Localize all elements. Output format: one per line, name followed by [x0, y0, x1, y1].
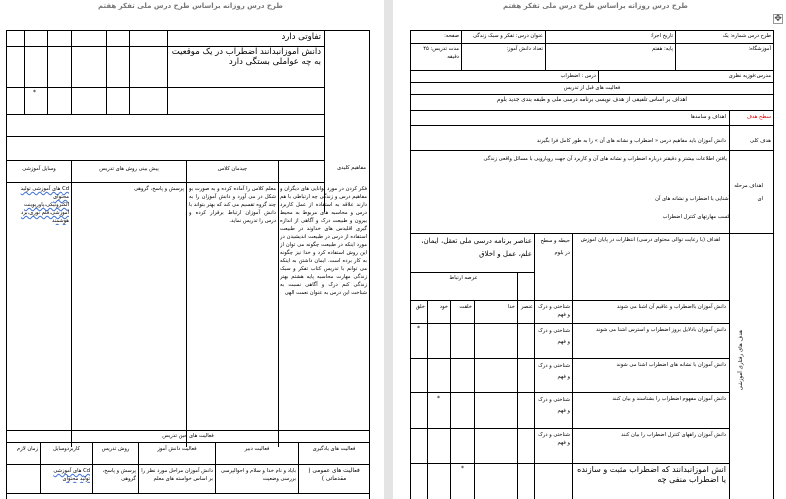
relation-col-god: خدا — [507, 304, 515, 310]
divider — [6, 114, 324, 115]
objective-row: دانش آموزان مفهوم اضطراب را بشناسند و بیان کنند — [612, 396, 726, 402]
divider — [71, 30, 72, 114]
divider — [410, 110, 774, 111]
divider — [6, 87, 324, 88]
class-layout-cell: معلم کلاس را آماده کرده و به صورت یو شکل در می آورد و دانش آموزان را به چند گروه تقسیم می کند که بهتر بتواند با دانش آموزان ارتباط برقرار کرده و درس را تدریس نماید. — [189, 186, 276, 224]
divider — [186, 160, 187, 447]
school-field: آموزشگاه: — [748, 46, 771, 52]
divider — [369, 160, 370, 182]
during-cell: دانش آموزان مراحل مورد نظر را بر اساس خواسته های معلم — [141, 468, 213, 482]
behavioral-goals-label: هدف های رفتاری آموزشی — [738, 330, 744, 391]
divider — [675, 30, 676, 70]
during-header: فعالیت های یادگیری — [312, 446, 356, 452]
during-header: کاربردوسایل — [53, 446, 80, 452]
during-cell: فعالیت های عمومی ( مقدماتی ) — [308, 468, 360, 482]
element-header: عنصر — [520, 304, 533, 310]
relation-col-people: خلق — [415, 304, 425, 310]
divider — [410, 70, 774, 71]
divider — [6, 430, 370, 431]
divider — [410, 43, 774, 44]
stage-goal: کسب مهارتهای کنترل اضطراب — [662, 214, 730, 220]
exec-date: تاریخ اجرا: — [650, 33, 673, 39]
right-page — [393, 0, 786, 499]
left-page-header: طرح درس روزانه براساس طرح درس ملی تفکر هفتم — [98, 2, 283, 10]
divider — [410, 392, 729, 393]
column-header-tools: وسایل آموزشی — [22, 166, 56, 172]
during-cell: پرسش و پاسخ، گروهی — [102, 468, 136, 482]
divider — [534, 233, 535, 499]
tools-cell — [9, 185, 69, 225]
relation-col-creation: خلقت — [459, 304, 472, 310]
grade-field: پایه: هفتم — [651, 46, 673, 52]
divider — [729, 233, 730, 499]
check-mark: * — [437, 395, 440, 402]
objective-bloom: شناختی و درک و فهم — [538, 397, 570, 414]
check-mark: * — [417, 325, 420, 332]
divider — [410, 323, 729, 324]
general-goal: دانش آموزان باید مفاهیم درس « اضطراب و نشانه های آن » را به طور کامل فرا بگیرند — [536, 138, 726, 144]
divider — [278, 160, 279, 447]
divider — [324, 160, 325, 182]
during-cell — [43, 467, 90, 483]
divider — [129, 30, 130, 114]
divider — [410, 300, 729, 301]
divider — [410, 428, 729, 429]
divider — [6, 464, 370, 465]
page-field: صفحه: — [444, 33, 459, 39]
key-concepts-cell: فکر کردن در مورد توانایی های دیگران و مفاهیم درس و زندگی چه ارتباطی با هم دارند علاقه به استفاده از عمل کاربرد درس و محاسبه های مربوط به محیط بیرون و طبیعت درک و آگاهی از اندازه گیری اقلیدس های خداوند در طبیعت استفاده از درس در طبیعت اندیشیدن در مورد اینکه در طبیعت چگونه می توان از این روش استفاده کرد و خدا نیز چگونه به کار برده است. ایمان داشتن به اینکه می توانم با تدریس کتاب تفکر و سبک زندگی مهارت محاسبه پایه هشتم بهتر زندگی کنم درک و آگاهی نسبت به شناخت این درس به عنوان نعمت الهی — [280, 186, 367, 296]
objective-text: تفاوتی دارد — [281, 32, 321, 42]
divider — [410, 82, 774, 83]
divider — [410, 272, 534, 273]
relation-header: عرصه ارتباط — [449, 275, 478, 281]
student-count: تعداد دانش آموز: — [506, 46, 543, 52]
objective-row: انش اموزانبدانند که اضطراب مثبت و سازنده یا اضطراب منفی چه — [577, 465, 726, 484]
divider — [106, 30, 107, 114]
divider — [427, 300, 428, 499]
divider — [24, 30, 25, 114]
pre-activities-title: فعالیت های قبل از تدریس — [563, 85, 621, 91]
divider — [598, 70, 599, 82]
objectives-header: اهداف (با رعایت توالی محتوای درسی) انتظارات در پایان اموزش — [580, 237, 721, 243]
objective-row: دانش آموزان با نشانه های اضطراب اشنا می شوند — [616, 362, 726, 368]
duration: مدت تدریس: ۴۵ دقیقه — [423, 46, 459, 60]
relation-col-self: خود — [439, 304, 448, 310]
methods-cell: پرسش و پاسخ، گروهی — [133, 186, 184, 192]
divider — [450, 300, 451, 499]
during-cell: باياد و نام خدا و سلام و احوالپرسی بررسی وضعیت — [220, 468, 296, 482]
divider — [167, 30, 168, 114]
right-page-header: طرح درس روزانه براساس طرح درس ملی تفکر هفتم — [503, 2, 688, 10]
objective-bloom: شناختی و درک و فهم — [538, 328, 570, 345]
plan-number: طرح درس شماره: یک — [722, 33, 771, 39]
column-header-methods: پیش بینی روش های تدریس — [99, 166, 159, 172]
divider — [461, 30, 462, 70]
during-header: زمان لازم — [17, 446, 38, 452]
divider — [410, 463, 729, 464]
lesson-name: درس : اضطراب — [560, 73, 596, 79]
objective-bloom: شناختی و درک و فهم — [538, 363, 570, 380]
during-header: روش تدریس — [101, 446, 130, 452]
stage-goal: یافتن اطلاعات بیشتر و دقیقتر درباره اضطراب و نشانه های آن و کاربرد آن جهت رویارویی با مسائل واقعی زندگی — [483, 156, 727, 162]
goal-level-label: سطح هدف — [746, 114, 771, 120]
during-header: فعالیت دانش آموز — [157, 446, 197, 452]
lesson-title: عنوان درس: تفکر و سبک زندگی — [472, 33, 543, 39]
during-activities-title: فعالیت های حین تدریس — [162, 433, 214, 439]
general-goal-label: هدف کلی — [750, 138, 771, 144]
divider — [410, 358, 729, 359]
objective-row: دانش آموزان راههای کنترل اضطراب را بیان کنند — [621, 432, 726, 438]
objective-row: دانش آموزان بادلایل بروز اضطراب و استرس اشنا می شوند — [596, 327, 726, 333]
stage-goal: آشنایی با اضطراب و نشانه های آن — [655, 196, 730, 202]
divider — [410, 233, 774, 234]
check-mark: * — [33, 89, 36, 96]
divider — [410, 150, 774, 151]
divider — [6, 160, 324, 161]
divider — [410, 125, 774, 126]
objective-row: دانش آموزان بااضطراب و عاقیم آن اشنا می شوند — [616, 304, 726, 310]
column-header-key-concepts: مفاهیم کلیدی — [337, 165, 366, 171]
left-page — [0, 0, 384, 499]
objective-text: دانش اموزانبدانند اضطراب در یک موقعیت به چه عواملی بستگی دارد — [171, 47, 321, 67]
divider — [6, 182, 324, 183]
divider — [6, 136, 324, 137]
divider — [517, 272, 518, 499]
goals-label: اهداف و سامدها — [690, 114, 726, 120]
check-mark: * — [461, 465, 464, 472]
divider — [545, 30, 546, 70]
objective-bloom: شناختی و درک و فهم — [538, 304, 570, 318]
national-elements-header: عناصر برنامه درسی ملی تعقل، ایمان، علم، عمل و اخلاق — [421, 237, 532, 258]
bloom-header: حیطه و سطح در بلوم — [540, 238, 570, 256]
divider — [47, 30, 48, 114]
during-header: فعالیت دبیر — [244, 446, 270, 452]
move-handle-icon[interactable]: ✥ — [774, 14, 782, 24]
during-cell-text: Cd های آموزشی تولید محتوای — [53, 468, 90, 482]
divider — [410, 94, 774, 95]
divider — [474, 300, 475, 499]
objective-bloom: شناختی و درک و فهم — [538, 432, 570, 446]
divider — [572, 233, 573, 499]
tools-text: Cd های آموزشی تولید محتوای الکترونیکی،پاورپوینت آموزشی،قلم نوری،برد هوشمند — [20, 186, 69, 224]
stage-goals-label: اهداف مرحله ای — [734, 183, 763, 202]
column-header-class-layout: چیدمان کلاس — [217, 166, 248, 172]
divider — [71, 160, 72, 447]
goals-caption: اهداف بر اساس تلفیقی از هدف نویسی برنامه درسی ملی و طبقه بندی جدید بلوم — [497, 97, 687, 103]
teacher: مدرس:فوزیه نظری — [728, 73, 771, 79]
